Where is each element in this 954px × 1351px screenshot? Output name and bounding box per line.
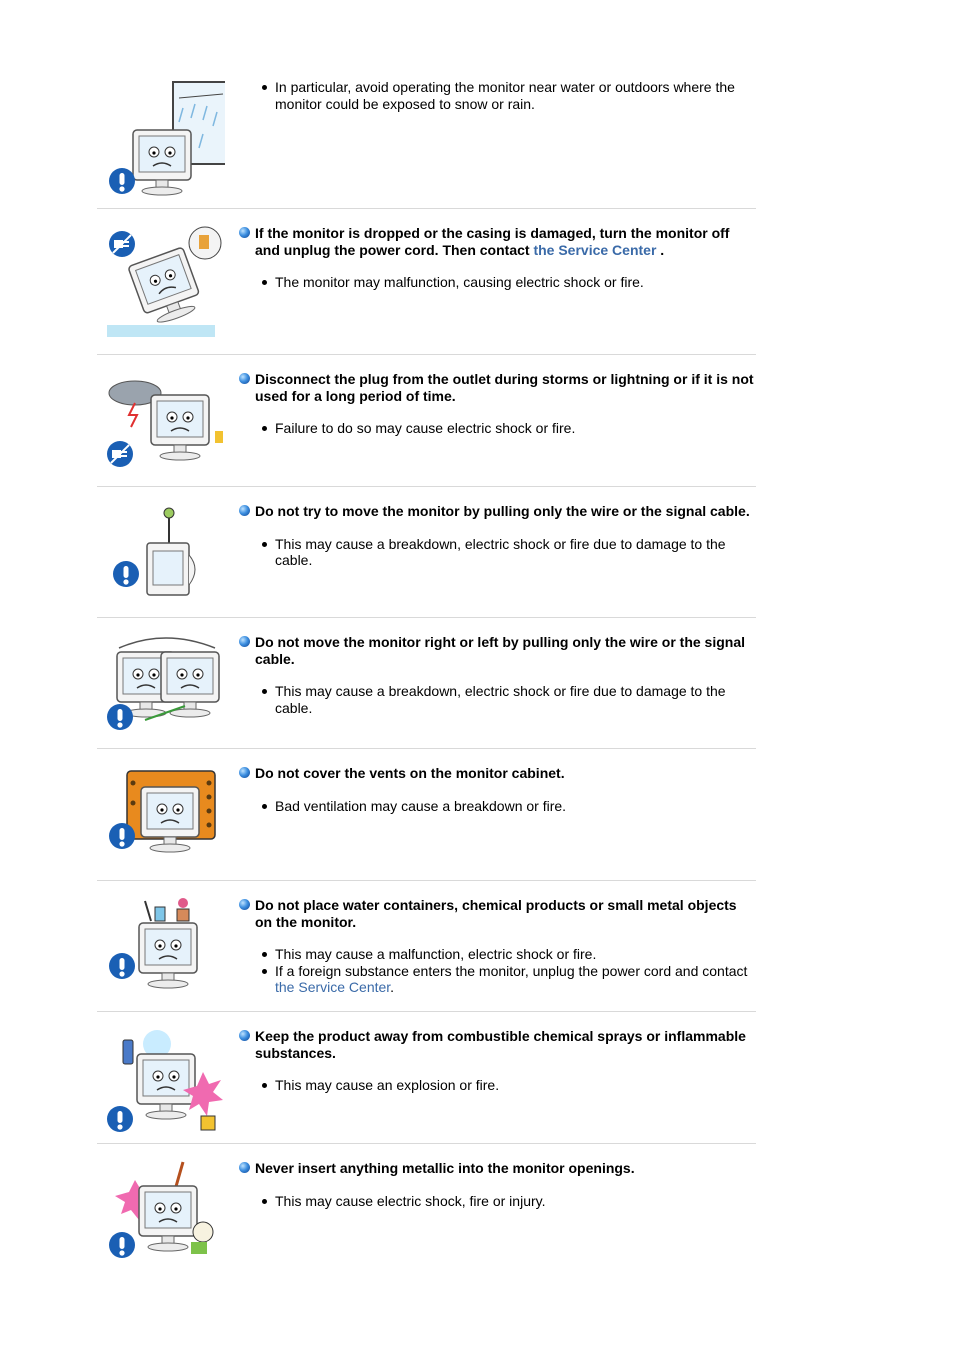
section-bullet-icon bbox=[239, 1162, 250, 1173]
points-list bbox=[239, 946, 754, 996]
points-list bbox=[239, 536, 754, 569]
section-metallic bbox=[97, 1144, 756, 1274]
section-bullet-icon bbox=[239, 899, 250, 910]
points-list bbox=[239, 683, 754, 716]
section-water bbox=[97, 70, 756, 208]
section-bullet-icon bbox=[239, 636, 250, 647]
section-storm bbox=[97, 355, 756, 486]
list-item: This may cause a breakdown, electric shock or fire due to damage to the cable. bbox=[275, 683, 754, 716]
points-list bbox=[239, 1077, 754, 1094]
section-heading: Do not try to move the monitor by pulling only the wire or the signal cable. bbox=[239, 503, 754, 520]
points-list bbox=[239, 79, 754, 112]
pull-cable-illustration bbox=[105, 495, 225, 615]
list-item: This may cause an explosion or fire. bbox=[275, 1077, 754, 1094]
list-item: This may cause electric shock, fire or injury. bbox=[275, 1193, 754, 1210]
section-combustibles bbox=[97, 1012, 756, 1143]
storm-unplug-illustration bbox=[105, 369, 225, 489]
dropped-monitor-illustration bbox=[105, 221, 225, 341]
metallic-insert-illustration bbox=[105, 1156, 225, 1276]
list-item: Failure to do so may cause electric shock or fire. bbox=[275, 420, 754, 437]
objects-on-monitor-illustration bbox=[105, 891, 225, 1011]
list-item: In particular, avoid operating the monitor near water or outdoors where the monitor could be exposed to snow or rain. bbox=[275, 79, 754, 112]
list-item: The monitor may malfunction, causing electric shock or fire. bbox=[275, 274, 754, 291]
list-item: If a foreign substance enters the monitor, unplug the power cord and contact the Service Center. bbox=[275, 963, 754, 996]
list-item: This may cause a malfunction, electric shock or fire. bbox=[275, 946, 754, 963]
section-bullet-icon bbox=[239, 227, 250, 238]
points-list bbox=[239, 1193, 754, 1210]
section-move-sideways bbox=[97, 618, 756, 748]
combustible-sprays-illustration bbox=[105, 1024, 225, 1144]
monitor-rain-illustration bbox=[105, 78, 225, 198]
points-list bbox=[239, 274, 754, 291]
covered-vents-illustration bbox=[105, 763, 225, 883]
section-bullet-icon bbox=[239, 767, 250, 778]
section-heading: Do not move the monitor right or left by pulling only the wire or the signal cable. bbox=[239, 634, 754, 667]
section-heading: Disconnect the plug from the outlet during storms or lightning or if it is not used for a long period of time. bbox=[239, 371, 754, 404]
section-heading: Keep the product away from combustible chemical sprays or inflammable substances. bbox=[239, 1028, 754, 1061]
points-list bbox=[239, 798, 754, 815]
section-bullet-icon bbox=[239, 1030, 250, 1041]
list-item: Bad ventilation may cause a breakdown or fire. bbox=[275, 798, 754, 815]
service-center-link[interactable]: the Service Center bbox=[275, 979, 391, 995]
section-heading: Do not cover the vents on the monitor cabinet. bbox=[239, 765, 754, 782]
section-bullet-icon bbox=[239, 373, 250, 384]
section-vents bbox=[97, 749, 756, 880]
list-item: This may cause a breakdown, electric shock or fire due to damage to the cable. bbox=[275, 536, 754, 569]
section-bullet-icon bbox=[239, 505, 250, 516]
points-list bbox=[239, 420, 754, 437]
section-heading: Do not place water containers, chemical products or small metal objects on the monitor. bbox=[239, 897, 754, 930]
service-center-link[interactable]: the Service Center bbox=[533, 241, 657, 258]
section-pull-cable bbox=[97, 487, 756, 617]
section-heading: Never insert anything metallic into the monitor openings. bbox=[239, 1160, 754, 1177]
section-dropped bbox=[97, 209, 756, 354]
section-heading: If the monitor is dropped or the casing is damaged, turn the monitor off and unplug the power cord. Then contact the Service Center . bbox=[239, 225, 754, 258]
section-containers bbox=[97, 881, 756, 1011]
move-sideways-illustration bbox=[105, 630, 225, 750]
